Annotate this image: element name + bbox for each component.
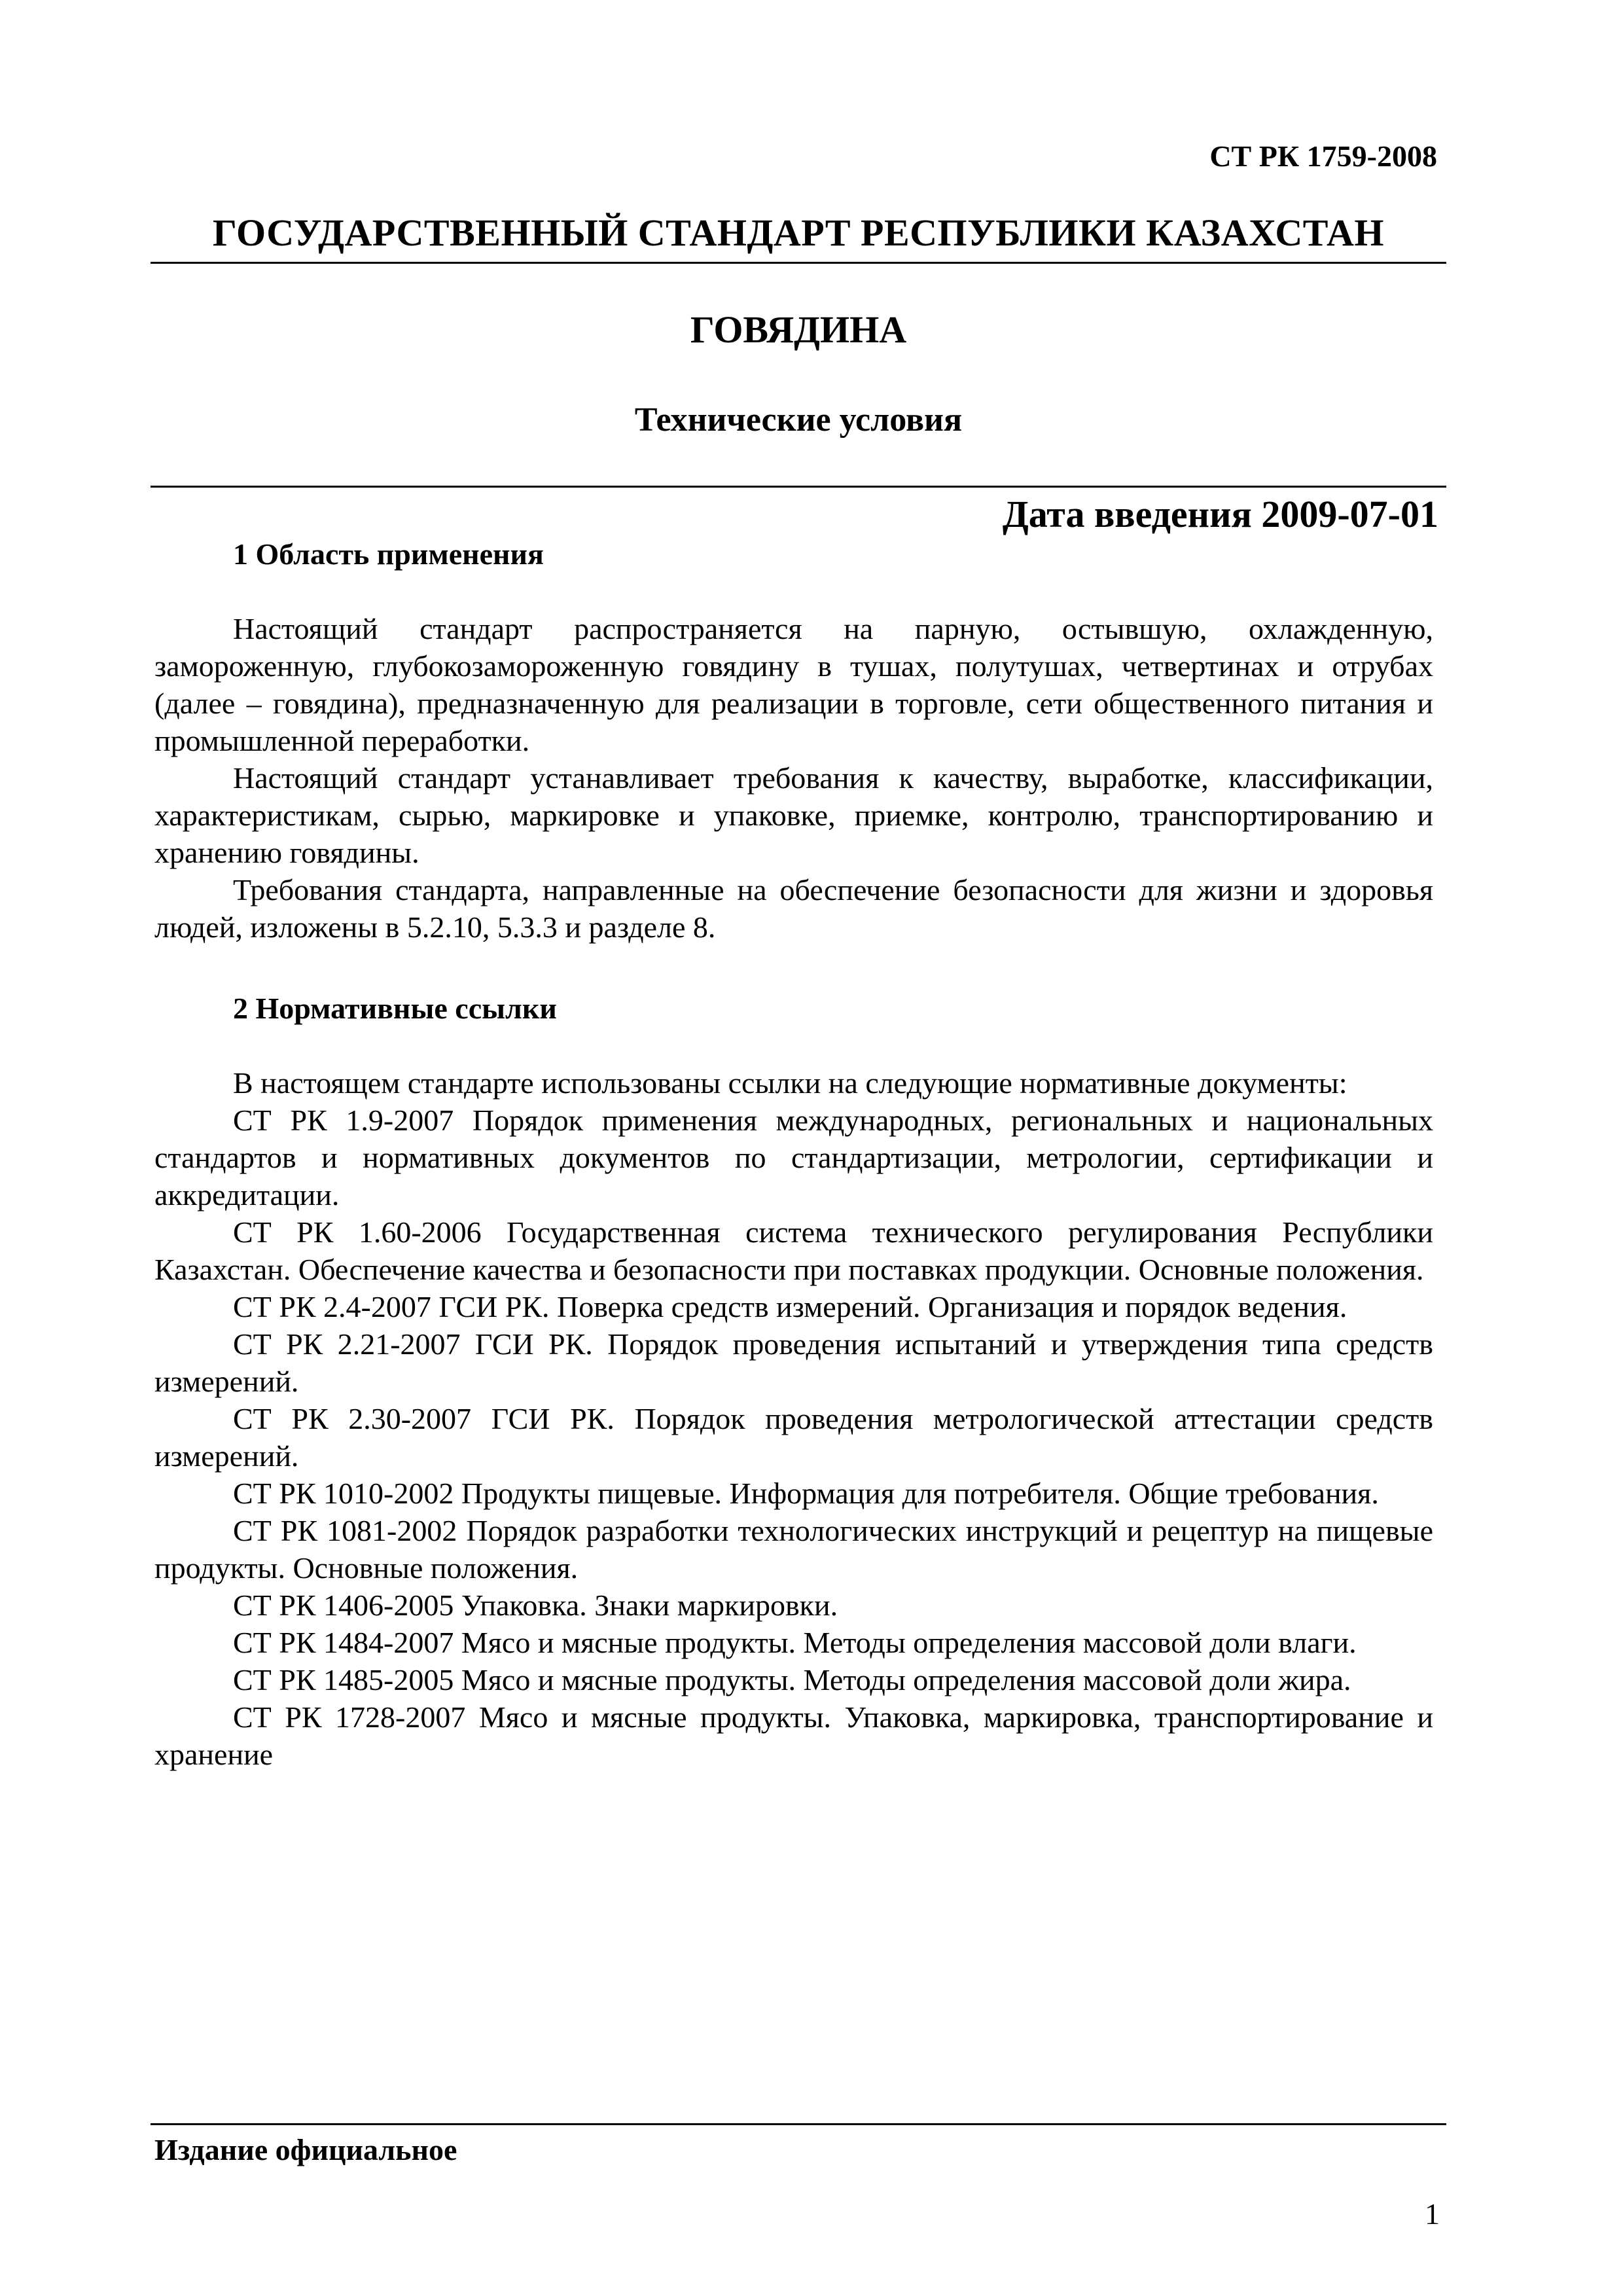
- reference-item: СТ РК 1.60-2006 Государственная система технического регулирования Республики Казахстан. Обеспечение качества и безопасности при поставках продукции. Основные положения.: [154, 1215, 1433, 1286]
- product-title: ГОВЯДИНА: [690, 308, 907, 351]
- reference-item: СТ РК 1485-2005 Мясо и мясные продукты. Методы определения массовой доли жира.: [233, 1663, 1351, 1696]
- page-number: 1: [1425, 2197, 1440, 2231]
- reference-item: СТ РК 2.4-2007 ГСИ РК. Поверка средств измерений. Организация и порядок ведения.: [233, 1290, 1347, 1323]
- section-1-paragraph: Настоящий стандарт распространяется на парную, остывшую, охлажденную, замороженную, глубокозамороженную говядину в тушах, полутушах, четвертинах и отрубах (далее – говядина), предназначенную для реализации в торговле, сети общественного питания и промышленной переработки.: [154, 612, 1433, 757]
- official-edition-label: Издание официальное: [154, 2133, 457, 2166]
- reference-item: СТ РК 2.21-2007 ГСИ РК. Порядок проведения испытаний и утверждения типа средств измерений.: [154, 1327, 1433, 1398]
- section-2-body: [154, 1064, 1433, 1773]
- section-1-paragraph: Требования стандарта, направленные на обеспечение безопасности для жизни и здоровья людей, изложены в 5.2.10, 5.3.3 и разделе 8.: [154, 873, 1433, 944]
- subtitle: Технические условия: [634, 401, 963, 439]
- reference-item: СТ РК 1728-2007 Мясо и мясные продукты. Упаковка, маркировка, транспортирование и хранение: [154, 1700, 1433, 1771]
- introduction-date: Дата введения 2009-07-01: [1002, 493, 1438, 535]
- section-2-heading: 2 Нормативные ссылки: [233, 992, 557, 1025]
- date-rule: [151, 486, 1446, 488]
- reference-intro: В настоящем стандарте использованы ссылки на следующие нормативные документы:: [233, 1066, 1347, 1100]
- reference-item: СТ РК 1010-2002 Продукты пищевые. Информация для потребителя. Общие требования.: [233, 1477, 1379, 1510]
- title-rule: [151, 262, 1446, 264]
- footer-rule: [151, 2123, 1446, 2125]
- reference-item: СТ РК 1081-2002 Порядок разработки технологических инструкций и рецептур на пищевые продукты. Основные положения.: [154, 1514, 1433, 1585]
- document-code: СТ РК 1759-2008: [1209, 139, 1437, 173]
- section-1-body: [154, 610, 1433, 946]
- reference-item: СТ РК 1406-2005 Упаковка. Знаки маркировки.: [233, 1588, 838, 1622]
- reference-item: СТ РК 1.9-2007 Порядок применения международных, региональных и национальных стандартов и нормативных документов по стандартизации, метрологии, сертификации и аккредитации.: [154, 1103, 1433, 1211]
- section-1-heading: 1 Область применения: [233, 537, 544, 571]
- reference-item: СТ РК 1484-2007 Мясо и мясные продукты. Методы определения массовой доли влаги.: [233, 1626, 1357, 1659]
- section-1-paragraph: Настоящий стандарт устанавливает требования к качеству, выработке, классификации, характеристикам, сырью, маркировке и упаковке, приемке, контролю, транспортированию и хранению говядины.: [154, 761, 1433, 869]
- reference-item: СТ РК 2.30-2007 ГСИ РК. Порядок проведения метрологической аттестации средств измерений.: [154, 1402, 1433, 1473]
- main-title: ГОСУДАРСТВЕННЫЙ СТАНДАРТ РЕСПУБЛИКИ КАЗАХСТАН: [213, 211, 1384, 254]
